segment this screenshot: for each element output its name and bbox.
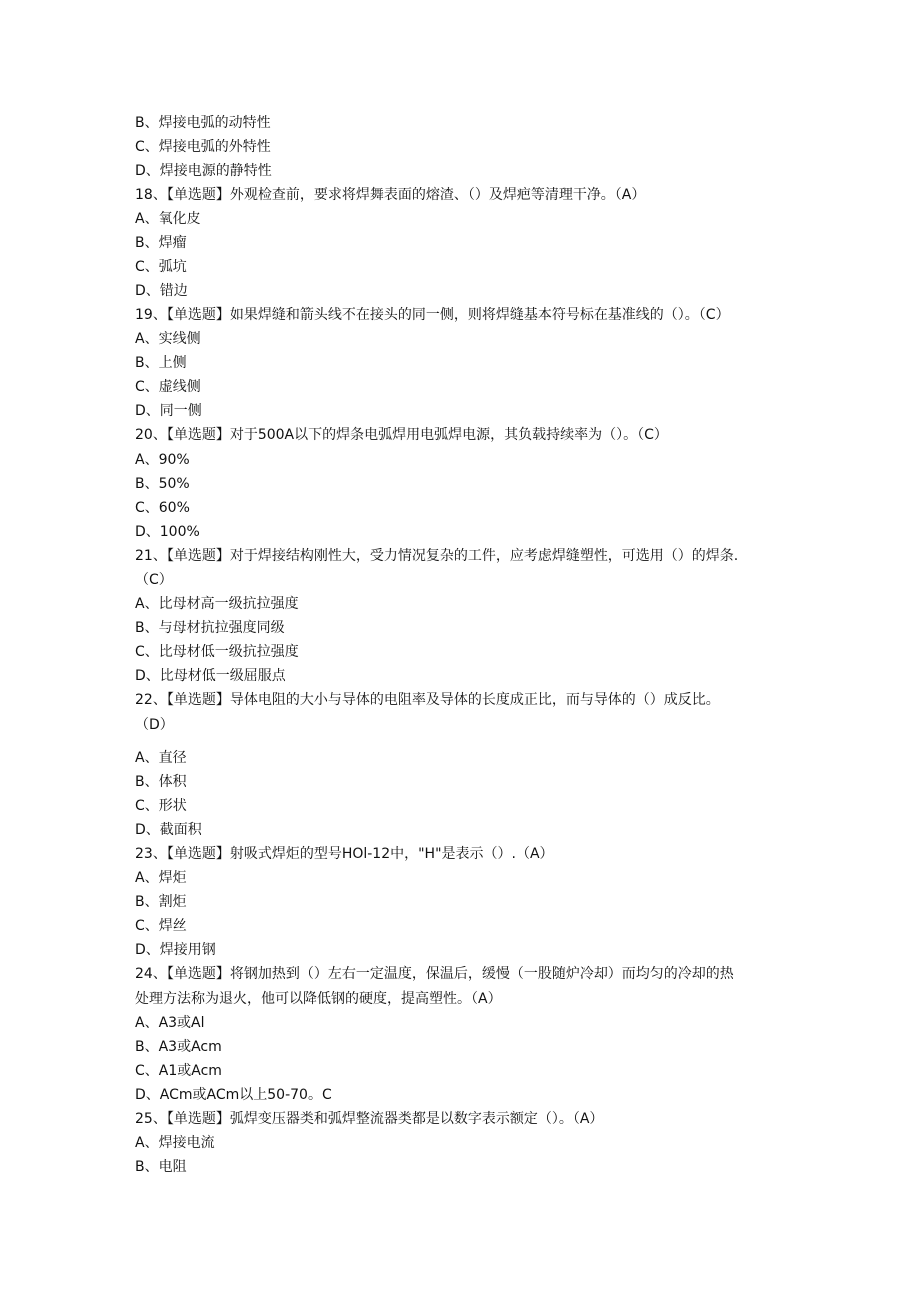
option-a-q20: A、90% <box>135 452 190 468</box>
option-c-q22: C、形状 <box>135 798 187 814</box>
option-b-q22: B、体积 <box>135 774 187 790</box>
option-b-q23: B、割炬 <box>135 894 187 910</box>
option-c-q24: C、A1或Acm <box>135 1063 222 1079</box>
option-d-q20: D、100% <box>135 524 200 540</box>
option-d-q18: D、错边 <box>135 283 188 299</box>
option-c-q18: C、弧坑 <box>135 259 187 275</box>
option-c-q23: C、焊丝 <box>135 918 187 934</box>
option-b-q24: B、A3或Acm <box>135 1039 222 1055</box>
question-23: 23、【单选题】射吸式焊炬的型号HOl-12中，"H"是表示（）.（A） <box>135 846 554 862</box>
option-b-q21: B、与母材抗拉强度同级 <box>135 620 285 636</box>
option-a-q22: A、直径 <box>135 750 187 766</box>
question-22-answer: （D） <box>135 717 174 733</box>
question-19: 19、【单选题】如果焊缝和箭头线不在接头的同一侧，则将焊缝基本符号标在基准线的（）。（C） <box>135 307 730 323</box>
option-b-q19: B、上侧 <box>135 355 187 371</box>
question-25: 25、【单选题】弧焊变压器类和弧焊整流器类都是以数字表示额定（）。（A） <box>135 1111 604 1127</box>
question-18: 18、【单选题】外观检查前，要求将焊舞表面的熔渣、（）及焊疤等清理干净。（A） <box>135 187 646 203</box>
option-b-q25: B、电阻 <box>135 1159 187 1175</box>
option-c-q19: C、虚线侧 <box>135 379 201 395</box>
option-c-q17: C、焊接电弧的外特性 <box>135 139 271 155</box>
question-21-answer: （C） <box>135 572 173 588</box>
option-d-q23: D、焊接用钢 <box>135 942 216 958</box>
option-a-q25: A、焊接电流 <box>135 1135 215 1151</box>
option-a-q21: A、比母材高一级抗拉强度 <box>135 596 299 612</box>
option-a-q23: A、焊炬 <box>135 870 187 886</box>
question-24: 24、【单选题】将钢加热到（）左右一定温度，保温后，缓慢（一股随炉冷却）而均匀的冷却的热 <box>135 966 734 982</box>
question-22: 22、【单选题】导体电阻的大小与导体的电阻率及导体的长度成正比，而与导体的（）成反比。 <box>135 692 720 708</box>
option-c-q21: C、比母材低一级抗拉强度 <box>135 644 299 660</box>
question-20: 20、【单选题】对于500A以下的焊条电弧焊用电弧焊电源，其负载持续率为（）。（C） <box>135 427 668 443</box>
option-a-q24: A、A3或Al <box>135 1015 205 1031</box>
option-a-q18: A、氧化皮 <box>135 211 201 227</box>
question-24-cont: 处理方法称为退火，他可以降低钢的硬度，提高塑性。（A） <box>135 991 502 1007</box>
option-b-q18: B、焊瘤 <box>135 235 187 251</box>
option-d-q19: D、同一侧 <box>135 403 202 419</box>
option-d-q21: D、比母材低一级屈服点 <box>135 668 286 684</box>
option-d-q17: D、焊接电源的静特性 <box>135 163 272 179</box>
option-b-q20: B、50% <box>135 476 190 492</box>
question-21: 21、【单选题】对于焊接结构刚性大，受力情况复杂的工件，应考虑焊缝塑性，可选用（）的焊条. <box>135 548 739 564</box>
option-a-q19: A、实线侧 <box>135 331 201 347</box>
option-b-q17: B、焊接电弧的动特性 <box>135 115 271 131</box>
option-c-q20: C、60% <box>135 500 190 516</box>
option-d-q24: D、ACm或ACm以上50-70。C <box>135 1087 332 1103</box>
option-d-q22: D、截面积 <box>135 822 202 838</box>
